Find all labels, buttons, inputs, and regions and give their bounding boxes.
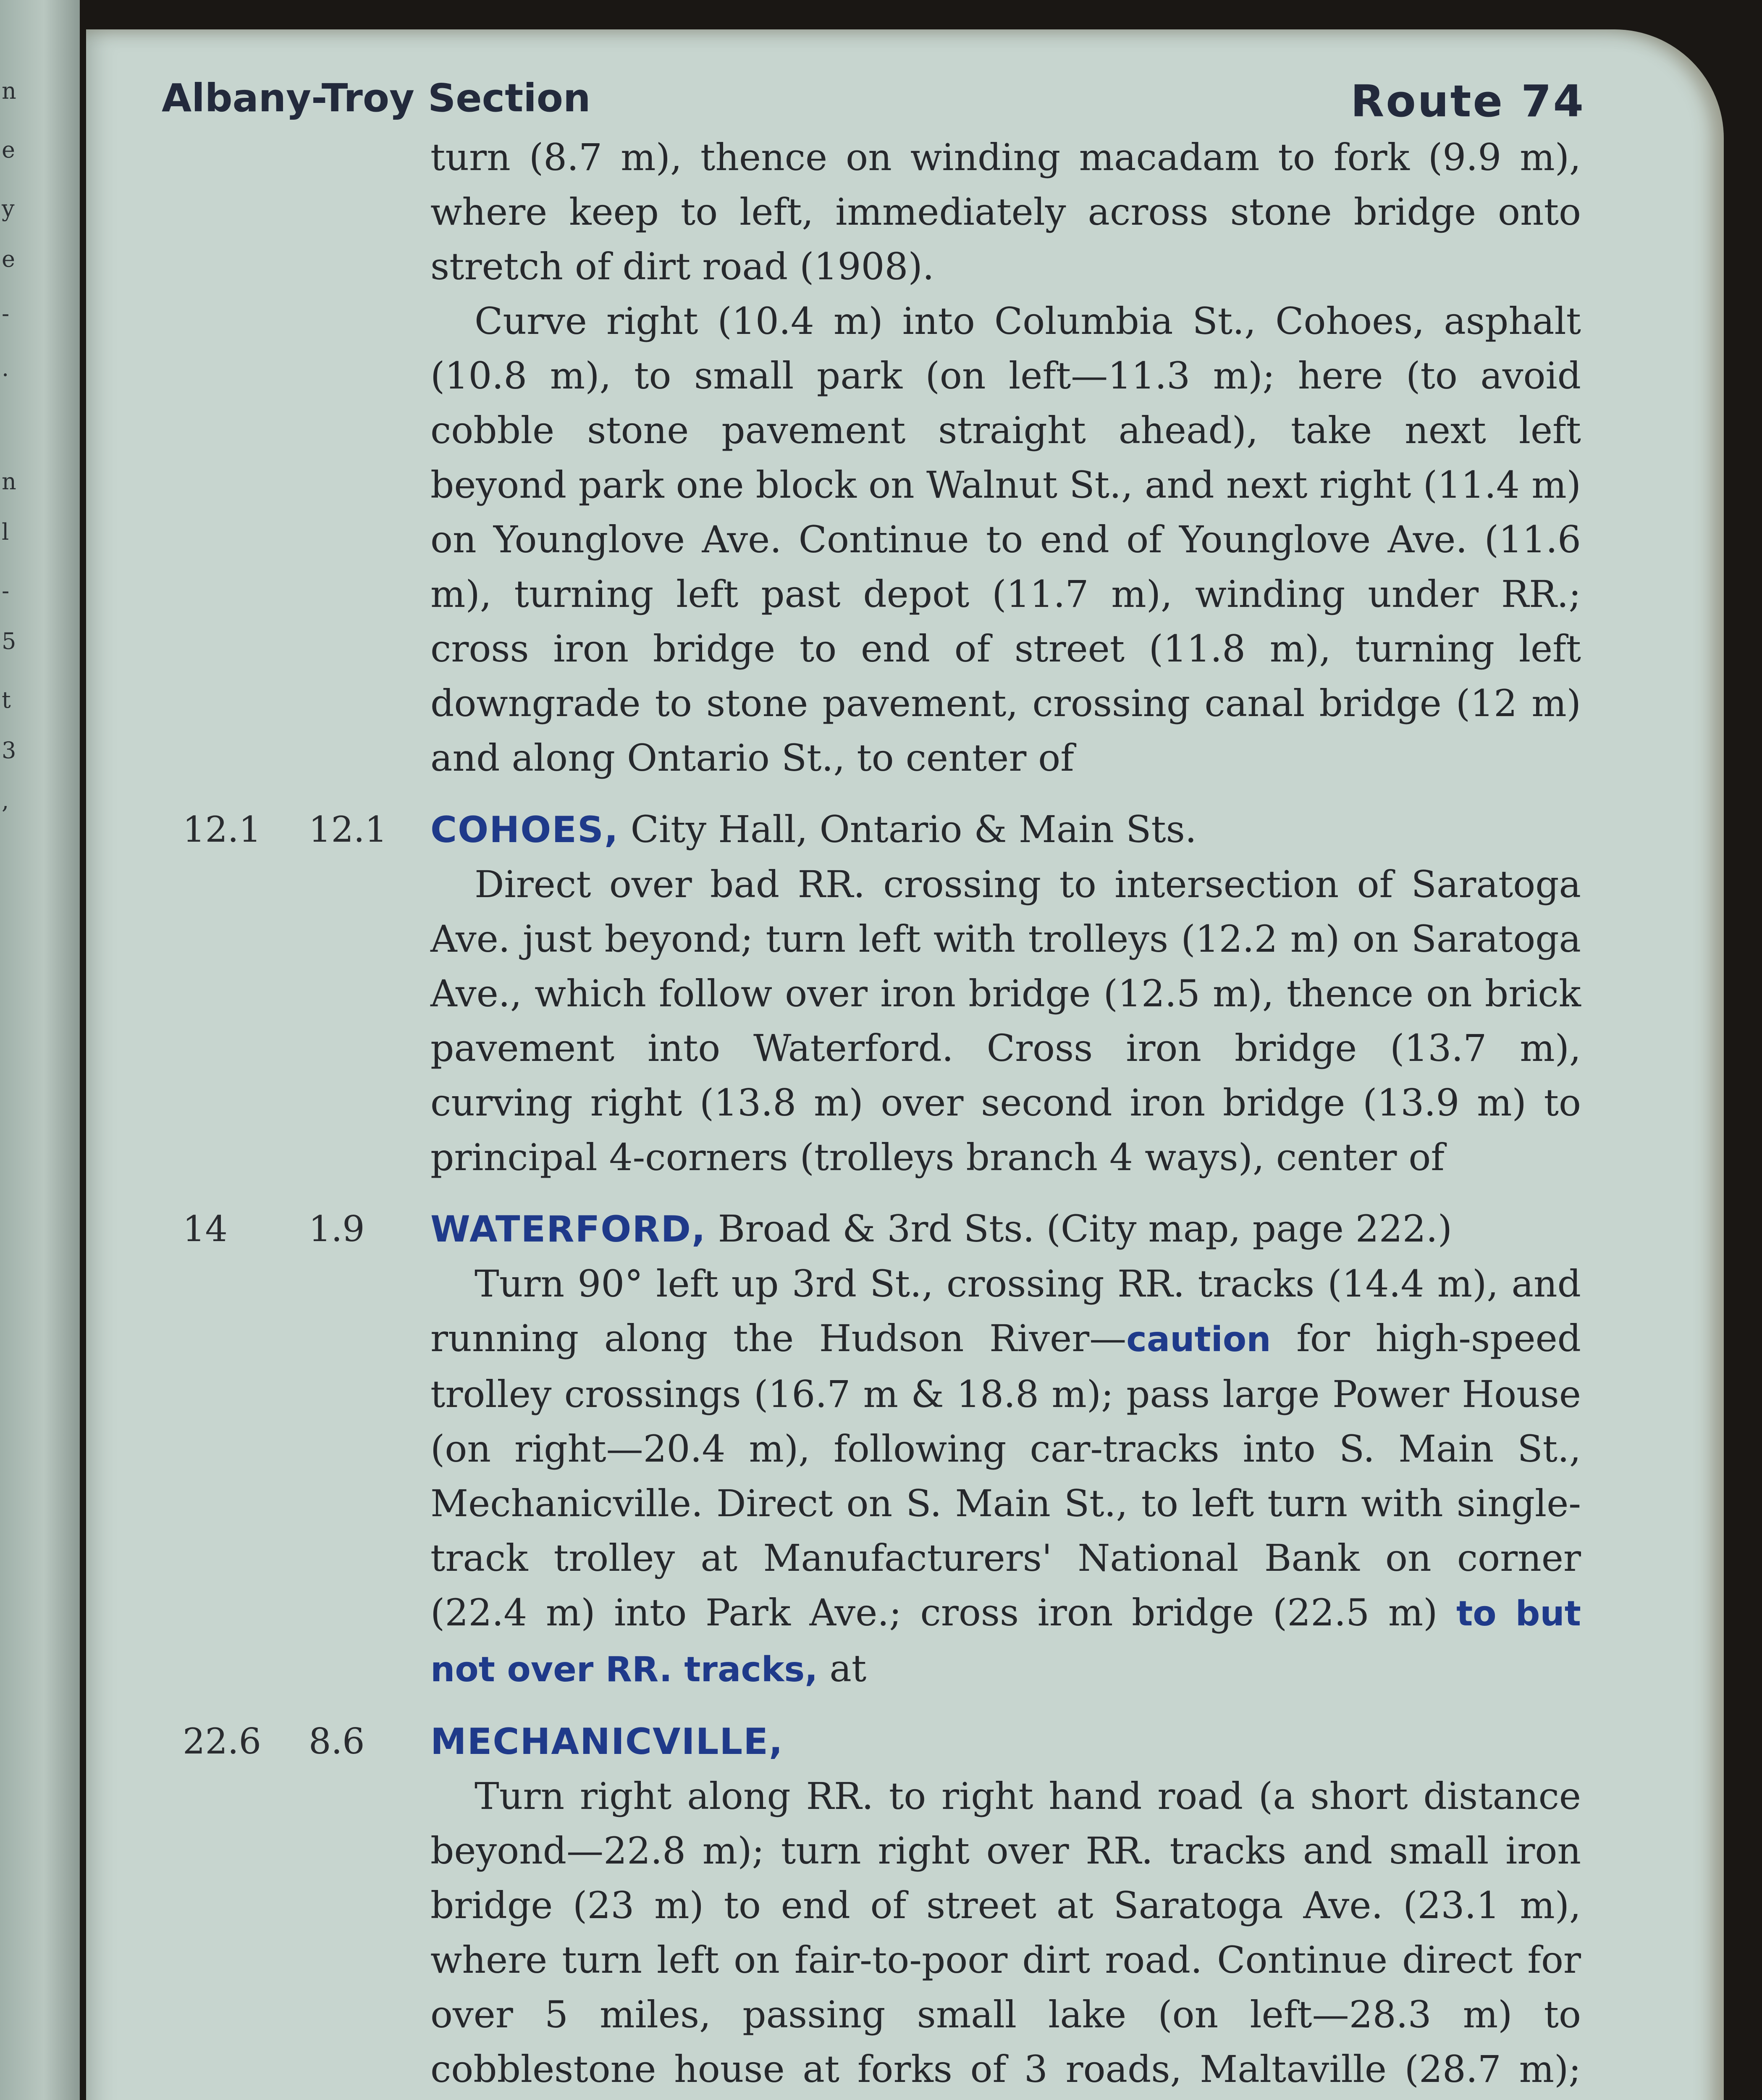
- directions-paragraph: Turn right along RR. to right hand road (a short distance beyond—22.8 m); turn right over RR. tracks and small iron bridge (23 m) to end of street at Saratoga Ave. (23.1 m), where turn left on fair-to-poor dirt road. Continue direct for over 5 miles, passing small lake (on left—28.3 m) to cobblestone house at forks of 3 roads, Maltaville (28.7 m);: [430, 1774, 1581, 2091]
- leg-mileage: 12.1: [309, 809, 388, 850]
- left-page-fragment: 3: [2, 737, 16, 764]
- left-page-fragment: y: [2, 195, 15, 222]
- directions-text: Turn 90° left up 3rd St., crossing RR. tracks (14.4 m), and running along the Hudson River—: [430, 1262, 1581, 1360]
- left-page-fragment: -: [2, 578, 10, 604]
- total-mileage: 12.1: [183, 809, 262, 850]
- leg-mileage: 1.9: [309, 1208, 365, 1250]
- book-page: [86, 29, 1724, 2100]
- left-page-fragment: l: [2, 519, 9, 545]
- route-entry-cohoes: [183, 802, 1581, 1185]
- left-page-fragment: t: [2, 687, 11, 713]
- directions-paragraph: turn (8.7 m), thence on winding macadam to fork (9.9 m), where keep to left, immediately across stone bridge onto stretch of dirt road (1908).: [430, 136, 1581, 288]
- left-page-fragment: .: [2, 355, 9, 381]
- left-page-fragment: e: [2, 136, 15, 163]
- total-mileage: 14: [183, 1208, 228, 1250]
- directions-paragraph: Direct over bad RR. crossing to intersection of Saratoga Ave. just beyond; turn left with trolleys (12.2 m) on Saratoga Ave., which follow over iron bridge (12.5 m), thence on brick pavement into Waterford. Cross iron bridge (13.7 m), curving right (13.8 m) over second iron bridge (13.9 m) to principal 4-corners (trolleys branch 4 ways), center of: [430, 863, 1581, 1179]
- place-detail: City Hall, Ontario & Main Sts.: [619, 808, 1197, 851]
- place-name: WATERFORD,: [430, 1208, 706, 1250]
- entry-heading: [430, 1714, 1581, 1769]
- directions-paragraph: [430, 1257, 1581, 1697]
- place-detail: Broad & 3rd Sts. (City map, page 222.): [706, 1207, 1453, 1250]
- section-title: Albany-Troy Section: [162, 76, 591, 121]
- left-page-fragment: n: [2, 468, 16, 495]
- total-mileage: 22.6: [183, 1721, 262, 1762]
- route-directions: [183, 130, 1581, 2100]
- left-page-fragment: e: [2, 246, 15, 272]
- directions-paragraph: Curve right (10.4 m) into Columbia St., Cohoes, asphalt (10.8 m), to small park (on left—11.3 m); here (to avoid cobble stone pavement straight ahead), take next left beyond park one block on Walnut St., and next right (11.4 m) on Younglove Ave. Continue to end of Younglove Ave. (11.6 m), turning left past depot (11.7 m), winding under RR.; cross iron bridge to end of street (11.8 m), turning left downgrade to stone pavement, crossing canal bridge (12 m) and along Ontario St., to center of: [430, 299, 1581, 780]
- route-entry-waterford: [183, 1202, 1581, 1697]
- place-name: MECHANICVILLE,: [430, 1721, 784, 1763]
- left-page-fragment: n: [2, 78, 16, 104]
- directions-text: for high-speed trolley crossings (16.7 m & 18.8 m); pass large Power House (on right—20.4 m), following car-tracks into S. Main St., Mechanicville. Direct on S. Main St., to left turn with single-track trolley at Manufacturers' National Bank on corner (22.4 m) into Park Ave.; cross iron bridge (22.5 m): [430, 1317, 1581, 1634]
- left-page-fragment: ,: [2, 788, 9, 814]
- entry-heading: [430, 802, 1581, 857]
- left-page-fragment: -: [2, 300, 10, 327]
- left-page-fragment: 5: [2, 628, 16, 654]
- directions-text: at: [818, 1647, 867, 1690]
- place-name: COHOES,: [430, 809, 619, 851]
- emphasis-text: to but not over RR. tracks,: [430, 1594, 1581, 1690]
- entry-heading: [430, 1202, 1581, 1257]
- route-entry-mechanicville: [183, 1714, 1581, 2100]
- leg-mileage: 8.6: [309, 1721, 365, 1762]
- route-title: Route 74: [1350, 76, 1585, 127]
- left-page-edge: [0, 0, 80, 2100]
- caution-word: caution: [1126, 1320, 1271, 1360]
